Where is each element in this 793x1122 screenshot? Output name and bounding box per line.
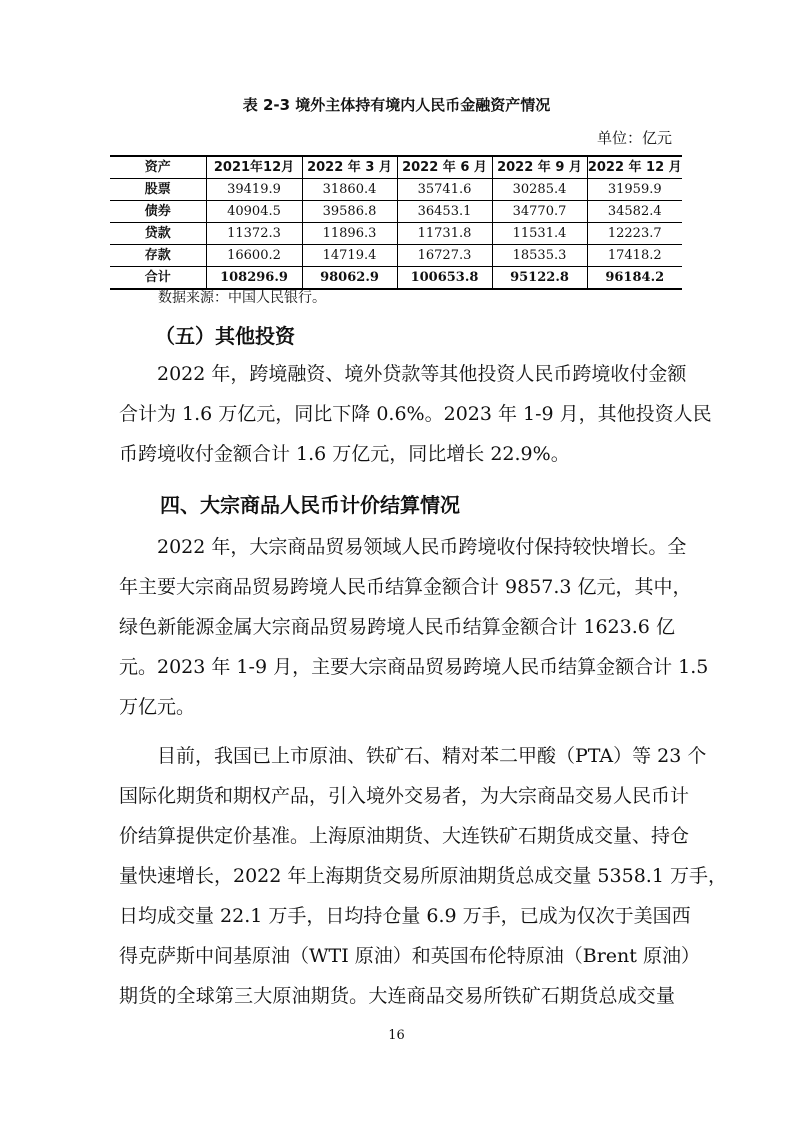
table-cell: 35741.6 [397, 179, 492, 201]
table-cell: 11531.4 [492, 223, 587, 245]
text-line: 绿色新能源金属大宗商品贸易跨境人民币结算金额合计 1623.6 亿 [119, 616, 675, 638]
table-cell: 39419.9 [206, 179, 302, 201]
table-total-row [110, 267, 682, 290]
text-line: 国际化期货和期权产品，引入境外交易者，为大宗商品交易人民币计 [119, 785, 690, 807]
row-label: 合计 [110, 267, 206, 290]
text-line: 2022 年，跨境融资、境外贷款等其他投资人民币跨境收付金额 [157, 363, 687, 385]
paragraph-other-investment [119, 354, 712, 474]
table-cell: 14719.4 [302, 245, 397, 267]
table-cell: 34770.7 [492, 201, 587, 223]
table-cell: 18535.3 [492, 245, 587, 267]
table-cell: 16600.2 [206, 245, 302, 267]
table-cell: 16727.3 [397, 245, 492, 267]
text-line: 合计为 1.6 万亿元，同比下降 0.6%。2023 年 1-9 月，其他投资人民 [119, 403, 712, 425]
table-header-cell: 2022 年 12 月 [587, 156, 682, 179]
table-unit: 单位：亿元 [596, 129, 672, 147]
table-row [110, 201, 682, 223]
text-line: 元。2023 年 1-9 月，主要大宗商品贸易跨境人民币结算金额合计 1.5 [119, 656, 709, 678]
assets-table [110, 155, 682, 290]
table-cell: 100653.8 [397, 267, 492, 290]
table-row [110, 223, 682, 245]
table-cell: 96184.2 [587, 267, 682, 290]
table-row [110, 245, 682, 267]
table-cell: 31959.9 [587, 179, 682, 201]
table-header-cell: 资产 [110, 156, 206, 179]
text-line: 目前，我国已上市原油、铁矿石、精对苯二甲酸（PTA）等 23 个 [157, 745, 707, 767]
table-cell: 40904.5 [206, 201, 302, 223]
table-source-note: 数据来源：中国人民银行。 [158, 290, 326, 306]
table-cell: 34582.4 [587, 201, 682, 223]
row-label: 股票 [110, 179, 206, 201]
text-line: 万亿元。 [119, 696, 196, 718]
row-label: 贷款 [110, 223, 206, 245]
table-title: 表 2-3 境外主体持有境内人民币金融资产情况 [242, 96, 551, 114]
table-cell: 36453.1 [397, 201, 492, 223]
table-cell: 39586.8 [302, 201, 397, 223]
table-cell: 17418.2 [587, 245, 682, 267]
text-line: 量快速增长，2022 年上海期货交易所原油期货总成交量 5358.1 万手， [119, 865, 727, 887]
text-line: 币跨境收付金额合计 1.6 万亿元，同比增长 22.9%。 [119, 443, 570, 465]
section-heading-commodities: 四、大宗商品人民币计价结算情况 [160, 493, 460, 517]
table-header-cell: 2022 年 3 月 [302, 156, 397, 179]
table-cell: 30285.4 [492, 179, 587, 201]
table-cell: 98062.9 [302, 267, 397, 290]
table-header-cell: 2021年12月 [206, 156, 302, 179]
table-cell: 11896.3 [302, 223, 397, 245]
text-line: 日均成交量 22.1 万手，日均持仓量 6.9 万手，已成为仅次于美国西 [119, 905, 691, 927]
table-cell: 31860.4 [302, 179, 397, 201]
table-header-row [110, 156, 682, 179]
table-header-cell: 2022 年 6 月 [397, 156, 492, 179]
table-cell: 12223.7 [587, 223, 682, 245]
row-label: 存款 [110, 245, 206, 267]
text-line: 得克萨斯中间基原油（WTI 原油）和英国布伦特原油（Brent 原油） [119, 945, 700, 967]
table-cell: 11372.3 [206, 223, 302, 245]
text-line: 期货的全球第三大原油期货。大连商品交易所铁矿石期货总成交量 [119, 985, 675, 1007]
page-number: 16 [388, 1028, 405, 1043]
row-label: 债券 [110, 201, 206, 223]
text-line: 2022 年，大宗商品贸易领域人民币跨境收付保持较快增长。全 [157, 536, 687, 558]
text-line: 价结算提供定价基准。上海原油期货、大连铁矿石期货成交量、持仓 [119, 825, 690, 847]
table-cell: 95122.8 [492, 267, 587, 290]
table-row [110, 179, 682, 201]
text-line: 年主要大宗商品贸易跨境人民币结算金额合计 9857.3 亿元，其中， [119, 576, 692, 598]
table-cell: 11731.8 [397, 223, 492, 245]
table-cell: 108296.9 [206, 267, 302, 290]
section-heading-other-investment: （五）其他投资 [155, 324, 295, 348]
paragraph-futures-products [119, 736, 727, 1016]
paragraph-commodity-settlement [119, 527, 709, 727]
table-header-cell: 2022 年 9 月 [492, 156, 587, 179]
